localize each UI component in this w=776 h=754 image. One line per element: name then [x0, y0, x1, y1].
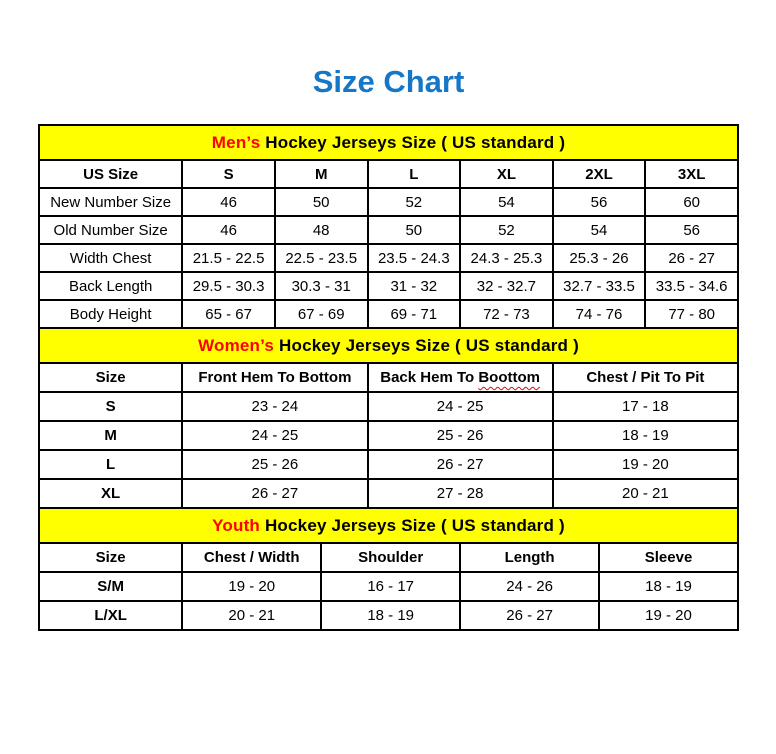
size-chart-page [0, 62, 776, 754]
size-tables [38, 124, 739, 631]
size-value: 26 - 27 [460, 601, 599, 630]
size-value: 25.3 - 26 [553, 244, 646, 272]
column-header: 2XL [553, 160, 646, 188]
size-value: 50 [368, 216, 461, 244]
row-label: S/M [39, 572, 182, 601]
column-header: XL [460, 160, 553, 188]
size-value: 18 - 19 [599, 572, 738, 601]
section-band-womens [38, 327, 739, 364]
table-row [39, 272, 738, 300]
size-value: 52 [460, 216, 553, 244]
row-label: M [39, 421, 182, 450]
size-value: 33.5 - 34.6 [645, 272, 738, 300]
size-value: 50 [275, 188, 368, 216]
size-value: 74 - 76 [553, 300, 646, 328]
size-value: 23.5 - 24.3 [368, 244, 461, 272]
size-value: 22.5 - 23.5 [275, 244, 368, 272]
size-value: 26 - 27 [645, 244, 738, 272]
row-label: Old Number Size [39, 216, 182, 244]
table-row [39, 450, 738, 479]
column-header [368, 363, 553, 392]
size-value: 72 - 73 [460, 300, 553, 328]
size-value: 54 [553, 216, 646, 244]
section-band-text: Hockey Jerseys Size ( US standard ) [274, 336, 579, 355]
table-row [39, 421, 738, 450]
section-band-highlight: Men’s [211, 133, 261, 152]
section-band-text: Hockey Jerseys Size ( US standard ) [260, 516, 565, 535]
size-value: 19 - 20 [553, 450, 738, 479]
row-label: Width Chest [39, 244, 182, 272]
size-value: 24 - 25 [368, 392, 553, 421]
size-value: 27 - 28 [368, 479, 553, 508]
table-row [39, 300, 738, 328]
column-header: M [275, 160, 368, 188]
column-header: Size [39, 363, 182, 392]
size-value: 65 - 67 [182, 300, 275, 328]
size-value: 31 - 32 [368, 272, 461, 300]
size-value: 18 - 19 [321, 601, 460, 630]
size-value: 24 - 26 [460, 572, 599, 601]
size-value: 67 - 69 [275, 300, 368, 328]
header-row [39, 363, 738, 392]
section-band-mens [38, 124, 739, 161]
size-value: 32 - 32.7 [460, 272, 553, 300]
header-row [39, 160, 738, 188]
size-value: 46 [182, 188, 275, 216]
mens-size-table [38, 159, 739, 329]
womens-size-table [38, 362, 739, 509]
size-value: 56 [553, 188, 646, 216]
section-band-highlight: Women’s [198, 336, 275, 355]
header-row [39, 543, 738, 572]
row-label: Back Length [39, 272, 182, 300]
size-value: 17 - 18 [553, 392, 738, 421]
size-value: 48 [275, 216, 368, 244]
table-row [39, 572, 738, 601]
size-value: 60 [645, 188, 738, 216]
table-row [39, 244, 738, 272]
column-header: Size [39, 543, 182, 572]
table-row [39, 479, 738, 508]
row-label: Body Height [39, 300, 182, 328]
size-value: 25 - 26 [368, 421, 553, 450]
size-value: 16 - 17 [321, 572, 460, 601]
row-label: XL [39, 479, 182, 508]
column-header-text: Back Hem To [380, 369, 479, 386]
size-value: 26 - 27 [368, 450, 553, 479]
size-value: 30.3 - 31 [275, 272, 368, 300]
size-value: 21.5 - 22.5 [182, 244, 275, 272]
size-value: 25 - 26 [182, 450, 367, 479]
column-header: Shoulder [321, 543, 460, 572]
size-value: 26 - 27 [182, 479, 367, 508]
size-value: 20 - 21 [182, 601, 321, 630]
column-header: Sleeve [599, 543, 738, 572]
size-value: 77 - 80 [645, 300, 738, 328]
size-value: 19 - 20 [599, 601, 738, 630]
size-value: 20 - 21 [553, 479, 738, 508]
section-band-highlight: Youth [212, 516, 261, 535]
row-label: L [39, 450, 182, 479]
youth-size-table [38, 542, 739, 631]
row-label: S [39, 392, 182, 421]
size-value: 52 [368, 188, 461, 216]
page-title: Size Chart [312, 64, 465, 99]
column-header: Length [460, 543, 599, 572]
column-header: 3XL [645, 160, 738, 188]
column-header: S [182, 160, 275, 188]
table-row [39, 392, 738, 421]
size-value: 46 [182, 216, 275, 244]
size-value: 23 - 24 [182, 392, 367, 421]
size-value: 19 - 20 [182, 572, 321, 601]
section-band-text: Hockey Jerseys Size ( US standard ) [260, 133, 566, 152]
row-label: New Number Size [39, 188, 182, 216]
table-row [39, 601, 738, 630]
section-band-youth [38, 507, 739, 544]
size-value: 69 - 71 [368, 300, 461, 328]
table-row [39, 216, 738, 244]
row-label: L/XL [39, 601, 182, 630]
misspelled-word: Boottom [478, 369, 540, 386]
size-value: 54 [460, 188, 553, 216]
column-header: US Size [39, 160, 182, 188]
size-value: 29.5 - 30.3 [182, 272, 275, 300]
size-value: 24 - 25 [182, 421, 367, 450]
size-value: 32.7 - 33.5 [553, 272, 646, 300]
size-value: 24.3 - 25.3 [460, 244, 553, 272]
size-value: 18 - 19 [553, 421, 738, 450]
column-header: L [368, 160, 461, 188]
table-row [39, 188, 738, 216]
column-header: Chest / Pit To Pit [553, 363, 738, 392]
column-header: Chest / Width [182, 543, 321, 572]
size-value: 56 [645, 216, 738, 244]
column-header: Front Hem To Bottom [182, 363, 367, 392]
